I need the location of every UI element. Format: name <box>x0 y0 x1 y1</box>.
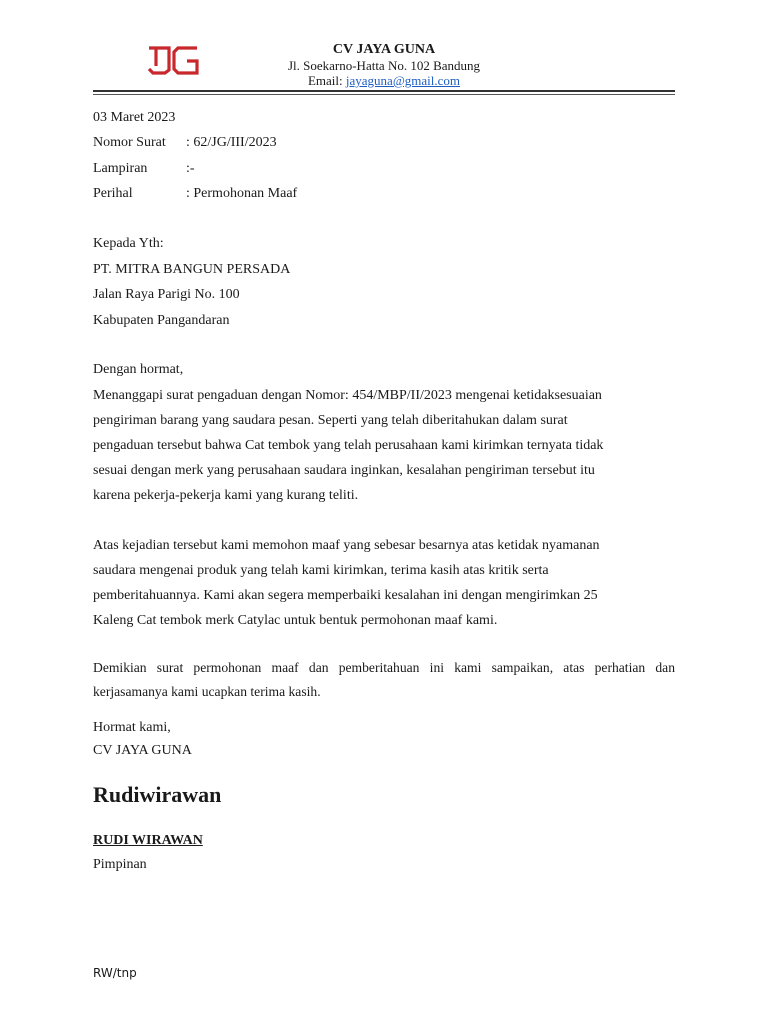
body-paragraph-1 <box>93 383 675 508</box>
recipient-city: Kabupaten Pangandaran <box>93 313 230 328</box>
paragraph-line: Menanggapi surat pengaduan dengan Nomor: 454/MBP/II/2023 mengenai ketidaksesuaian <box>93 388 602 403</box>
paragraph-line: pengaduan tersebut bahwa Cat tembok yang telah perusahaan kami kirimkan ternyata tidak <box>93 438 604 453</box>
perihal-row <box>93 185 297 203</box>
signer-name: RUDI WIRAWAN <box>93 833 203 848</box>
perihal-label: Perihal <box>93 186 133 201</box>
paragraph-line: Atas kejadian tersebut kami memohon maaf yang sebesar besarnya atas ketidak nyamanan <box>93 538 600 553</box>
email-label: Email: <box>307 73 343 88</box>
perihal-value: : Permohonan Maaf <box>186 186 298 201</box>
paragraph-line: pemberitahuannya. Kami akan segera memperbaiki kesalahan ini dengan mengirimkan 25 <box>93 588 598 603</box>
paragraph-line: karena pekerja-pekerja kami yang kurang teliti. <box>93 488 359 503</box>
signature: Rudiwirawan <box>93 782 222 807</box>
company-email-line <box>200 73 568 88</box>
body-paragraph-3: Demikian surat permohonan maaf dan pemberitahuan ini kami sampaikan, atas perhatian dan kerjasamanya kami ucapkan terima kasih. <box>93 660 675 699</box>
nomor-value: : 62/JG/III/2023 <box>186 135 277 150</box>
paragraph-line: saudara mengenai produk yang telah kami kirimkan, terima kasih atas kritik serta <box>93 563 549 578</box>
signer-position: Pimpinan <box>93 857 147 872</box>
letter-date: 03 Maret 2023 <box>93 110 176 125</box>
lampiran-value: :- <box>186 161 195 176</box>
reference-initials: RW/tnp <box>93 966 137 980</box>
lampiran-row <box>93 160 195 178</box>
paragraph-line: Kaleng Cat tembok merk Catylac untuk bentuk permohonan maaf kami. <box>93 613 498 628</box>
paragraph-line: sesuai dengan merk yang perusahaan saudara inginkan, kesalahan pengiriman tersebut itu <box>93 463 595 478</box>
closing-regards: Hormat kami, <box>93 720 171 735</box>
closing-company: CV JAYA GUNA <box>93 743 192 758</box>
lampiran-label: Lampiran <box>93 161 148 176</box>
company-logo <box>145 42 201 78</box>
email-link[interactable]: jayaguna@gmail.com <box>345 73 461 88</box>
company-address: Jl. Soekarno-Hatta No. 102 Bandung <box>287 58 481 73</box>
paragraph-line: pengiriman barang yang saudara pesan. Seperti yang telah diberitahukan dalam surat <box>93 413 568 428</box>
body-paragraph-2 <box>93 533 675 633</box>
header-divider-thick <box>93 90 675 92</box>
greeting: Dengan hormat, <box>93 362 184 377</box>
header-divider-thin <box>93 94 675 95</box>
recipient-name: PT. MITRA BANGUN PERSADA <box>93 262 291 277</box>
recipient-salutation: Kepada Yth: <box>93 236 164 251</box>
company-name: CV JAYA GUNA <box>332 42 436 57</box>
recipient-street: Jalan Raya Parigi No. 100 <box>93 287 240 302</box>
letterhead <box>200 42 568 88</box>
nomor-row <box>93 134 277 152</box>
nomor-label: Nomor Surat <box>93 135 166 150</box>
